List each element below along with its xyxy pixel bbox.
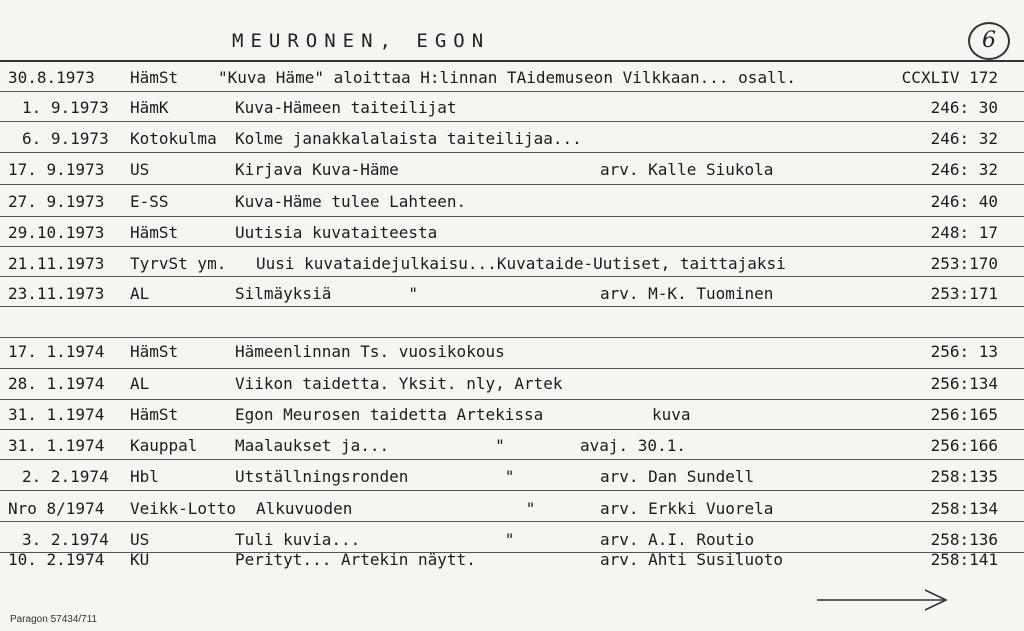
entry-date: 3. 2.1974 bbox=[22, 530, 109, 549]
row-rule bbox=[0, 216, 1024, 217]
entry-description: Kuva-Hämeen taiteilijat bbox=[235, 98, 457, 117]
row-rule bbox=[0, 276, 1024, 277]
entry-source: Kotokulma bbox=[130, 129, 217, 148]
entry-row bbox=[0, 434, 1024, 458]
entry-reference: 246: 32 bbox=[930, 160, 998, 179]
entry-date: 30.8.1973 bbox=[8, 68, 95, 87]
entry-date: 27. 9.1973 bbox=[8, 192, 105, 211]
entry-reference: 258:135 bbox=[930, 467, 998, 486]
entry-date: 1. 9.1973 bbox=[22, 98, 109, 117]
row-rule bbox=[0, 459, 1024, 460]
entry-row bbox=[0, 221, 1024, 245]
row-rule bbox=[0, 91, 1024, 92]
entry-row bbox=[0, 282, 1024, 306]
entry-reference: 256: 13 bbox=[930, 342, 998, 361]
entry-reference: 246: 32 bbox=[930, 129, 998, 148]
entry-source: US bbox=[130, 160, 150, 179]
entry-reference: 256:165 bbox=[930, 405, 998, 424]
entry-reviewer: arv. M-K. Tuominen bbox=[600, 284, 774, 303]
row-rule bbox=[0, 490, 1024, 491]
entry-reference: 256:166 bbox=[930, 436, 998, 455]
row-rule bbox=[0, 246, 1024, 247]
entry-description: Alkuvuoden " bbox=[256, 499, 536, 518]
entry-date: 6. 9.1973 bbox=[22, 129, 109, 148]
entry-description: Silmäyksiä " bbox=[235, 284, 419, 303]
entry-source: US bbox=[130, 530, 150, 549]
entry-source: Veikk-Lotto bbox=[130, 499, 236, 518]
entry-date: 17. 1.1974 bbox=[8, 342, 105, 361]
entry-reference: 248: 17 bbox=[930, 223, 998, 242]
entry-description: "Kuva Häme" aloittaa H:linnan TAidemuseon Vilkkaan... osall. bbox=[218, 68, 796, 87]
entry-row bbox=[0, 548, 1024, 572]
entry-description: Kuva-Häme tulee Lahteen. bbox=[235, 192, 467, 211]
entry-reviewer: arv. A.I. Routio bbox=[600, 530, 755, 549]
entry-source: HämSt bbox=[130, 405, 179, 424]
entry-row bbox=[0, 190, 1024, 214]
entry-date: 29.10.1973 bbox=[8, 223, 105, 242]
entry-date: Nro 8/1974 bbox=[8, 499, 105, 518]
entry-source: TyrvSt ym. bbox=[130, 254, 227, 273]
arrow-right-icon bbox=[815, 588, 950, 612]
entry-source: Kauppal bbox=[130, 436, 198, 455]
entry-reviewer: arv. Dan Sundell bbox=[600, 467, 755, 486]
entry-reference: CCXLIV 172 bbox=[901, 68, 998, 87]
entry-reference: 253:171 bbox=[930, 284, 998, 303]
entry-row bbox=[0, 372, 1024, 396]
entry-row bbox=[0, 96, 1024, 120]
entry-note: avaj. 30.1. bbox=[580, 436, 686, 455]
entry-row bbox=[0, 403, 1024, 427]
entry-description: Kolme janakkalalaista taiteilijaa... bbox=[235, 129, 582, 148]
entry-source: HämSt bbox=[130, 223, 179, 242]
entry-reviewer: arv. Erkki Vuorela bbox=[600, 499, 774, 518]
page-number-badge: 6 bbox=[968, 22, 1010, 60]
entry-date: 17. 9.1973 bbox=[8, 160, 105, 179]
row-rule bbox=[0, 337, 1024, 338]
entry-reviewer: arv. Ahti Susiluoto bbox=[600, 550, 784, 569]
entry-description: Perityt... Artekin näytt. bbox=[235, 550, 476, 569]
entry-source: HämK bbox=[130, 98, 169, 117]
entry-source: E-SS bbox=[130, 192, 169, 211]
entry-source: HämSt bbox=[130, 68, 179, 87]
entry-description: Egon Meurosen taidetta Artekissa bbox=[235, 405, 544, 424]
row-rule bbox=[0, 306, 1024, 307]
entry-row bbox=[0, 252, 1024, 276]
entry-date: 31. 1.1974 bbox=[8, 436, 105, 455]
row-rule bbox=[0, 152, 1024, 153]
entry-reviewer: arv. Kalle Siukola bbox=[600, 160, 774, 179]
entry-source: Hbl bbox=[130, 467, 159, 486]
entry-description: Viikon taidetta. Yksit. nly, Artek bbox=[235, 374, 563, 393]
entry-source: KU bbox=[130, 550, 150, 569]
entry-date: 28. 1.1974 bbox=[8, 374, 105, 393]
entry-reference: 246: 40 bbox=[930, 192, 998, 211]
entry-source: AL bbox=[130, 284, 150, 303]
row-rule bbox=[0, 521, 1024, 522]
entry-date: 21.11.1973 bbox=[8, 254, 105, 273]
entry-row bbox=[0, 340, 1024, 364]
entry-source: HämSt bbox=[130, 342, 179, 361]
card-title: MEURONEN, EGON bbox=[232, 30, 491, 52]
entry-row bbox=[0, 127, 1024, 151]
entry-reference: 258:134 bbox=[930, 499, 998, 518]
entry-reference: 256:134 bbox=[930, 374, 998, 393]
row-rule bbox=[0, 121, 1024, 122]
entry-description: Uutisia kuvataiteesta bbox=[235, 223, 438, 242]
entry-row bbox=[0, 66, 1024, 90]
row-rule bbox=[0, 368, 1024, 369]
entry-description: Hämeenlinnan Ts. vuosikokous bbox=[235, 342, 505, 361]
entry-date: 2. 2.1974 bbox=[22, 467, 109, 486]
entry-date: 10. 2.1974 bbox=[8, 550, 105, 569]
entry-note: kuva bbox=[652, 405, 691, 424]
printer-mark: Paragon 57434/711 bbox=[10, 614, 98, 625]
row-rule bbox=[0, 399, 1024, 400]
header-rule bbox=[0, 60, 1024, 62]
entry-description: Uusi kuvataidejulkaisu...Kuvataide-Uutiset, taittajaksi bbox=[256, 254, 786, 273]
entry-row bbox=[0, 465, 1024, 489]
entry-source: AL bbox=[130, 374, 150, 393]
entry-date: 31. 1.1974 bbox=[8, 405, 105, 424]
entry-reference: 246: 30 bbox=[930, 98, 998, 117]
row-rule bbox=[0, 429, 1024, 430]
entry-description: Kirjava Kuva-Häme bbox=[235, 160, 399, 179]
entry-reference: 258:141 bbox=[930, 550, 998, 569]
entry-date: 23.11.1973 bbox=[8, 284, 105, 303]
entry-row bbox=[0, 497, 1024, 521]
row-rule bbox=[0, 184, 1024, 185]
entry-description: Utställningsronden " bbox=[235, 467, 515, 486]
entry-row bbox=[0, 158, 1024, 182]
entry-reference: 253:170 bbox=[930, 254, 998, 273]
entry-reference: 258:136 bbox=[930, 530, 998, 549]
entry-description: Tuli kuvia... " bbox=[235, 530, 515, 549]
entry-description: Maalaukset ja... " bbox=[235, 436, 505, 455]
